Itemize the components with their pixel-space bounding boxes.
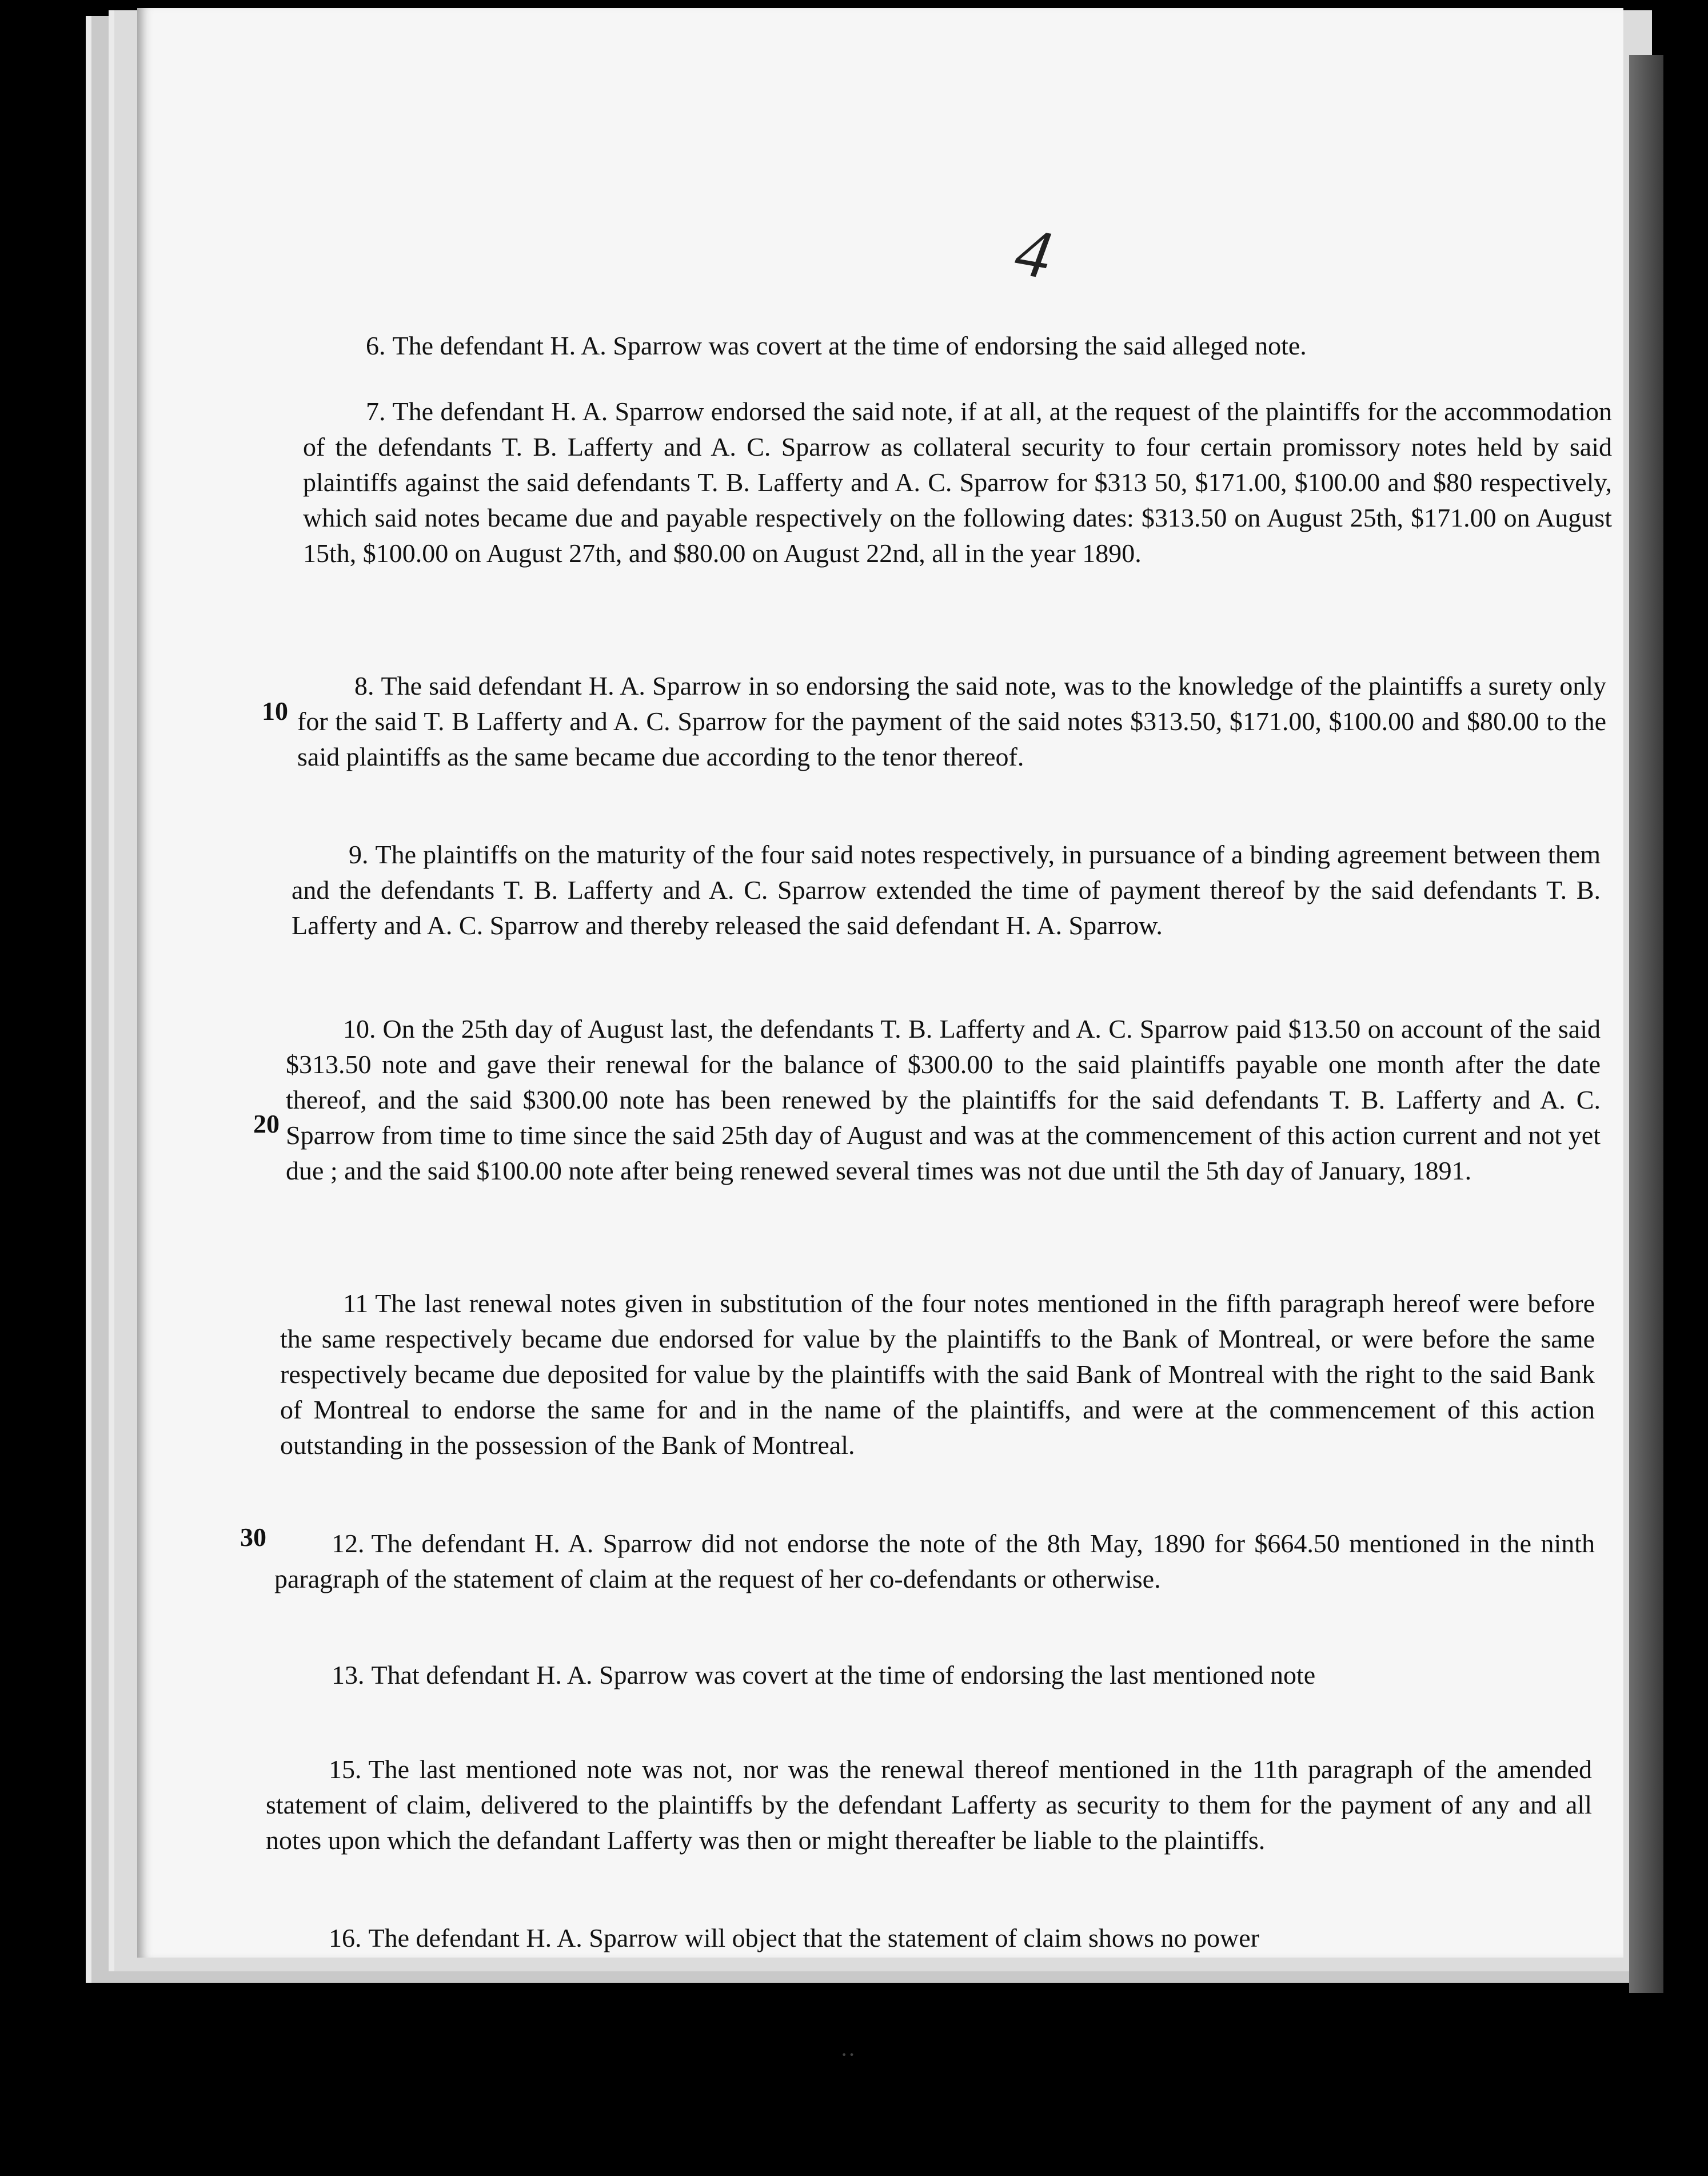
paragraph-number: 6. [366,331,386,360]
paragraph-text: On the 25th day of August last, the defendants T. B. Lafferty and A. C. Sparrow paid $13.50 on account of the said $313.50 note and gave their renewal for the balance of $300.00 to the said plaintiffs payable one month after the date thereof, and the said $300.00 note has been renewed by the plaintiffs for the said defendants T. B. Lafferty and A. C. Sparrow from time to time since the said 25th day of August and was at the commencement of this action current and not yet due ; and the said $100.00 note after being renewed several times was not due until the 5th day of January, 1891. [286,1014,1601,1185]
paragraph-text: The last mentioned note was not, nor was the renewal thereof mentioned in the 11th paragraph of the amended statement of claim, delivered to the plaintiffs by the defendant Lafferty as security to them for the payment of any and all notes upon which the defandant Lafferty was then or might thereafter be liable to the plaintiffs. [266,1755,1592,1855]
paragraph-text: The defendant H. A. Sparrow was covert at the time of endorsing the said alleged note. [392,331,1307,360]
paragraph-text: The said defendant H. A. Sparrow in so endorsing the said note, was to the knowledge of the plaintiffs a surety only for the said T. B Lafferty and A. C. Sparrow for the payment of the said notes $313.50, $171.00, $100.00 and $80.00 to the said plaintiffs as the same became due according to the tenor thereof. [297,671,1606,771]
paragraph-7 [303,394,1612,571]
paragraph-text: That defendant H. A. Sparrow was covert at the time of endorsing the last mentioned note [371,1660,1316,1689]
paragraph-13 [274,1657,1595,1693]
paragraph-10 [286,1011,1601,1189]
page-speck: ·· [840,2042,856,2067]
book-spine-edge [1629,55,1663,1993]
paragraph-number: 11 [343,1289,369,1318]
document-page [137,8,1623,1958]
paragraph-8 [297,668,1606,775]
paragraph-number: 12. [332,1529,365,1558]
margin-line-number-10: 10 [262,696,288,726]
margin-line-number-20: 20 [253,1109,280,1138]
paragraph-16 [266,1920,1592,1956]
paragraph-text: The defendant H. A. Sparrow endorsed the said note, if at all, at the request of the plaintiffs for the accommodation of the defendants T. B. Lafferty and A. C. Sparrow as collateral security to four certain promissory notes held by said plaintiffs against the said defendants T. B. Lafferty and A. C. Sparrow for $313 50, $171.00, $100.00 and $80 respectively, which said notes became due and payable respectively on the following dates: $313.50 on August 25th, $171.00 on August 15th, $100.00 on August 27th, and $80.00 on August 22nd, all in the year 1890. [303,397,1612,568]
margin-line-number-30: 30 [240,1523,266,1552]
paragraph-text: The defendant H. A. Sparrow will object that the statement of claim shows no power [368,1923,1259,1952]
paragraph-text: The last renewal notes given in substitution of the four notes mentioned in the fifth paragraph hereof were before the same respectively became due endorsed for value by the plaintiffs to the Bank of Montreal, or were before the same respectively became due deposited for value by the plaintiffs with the said Bank of Montreal with the right to the said Bank of Montreal to endorse the same for and in the name of the plaintiffs, and were at the commencement of this action outstanding in the possession of the Bank of Montreal. [280,1289,1595,1460]
paragraph-number: 10. [343,1014,376,1043]
folio-mark: 4 [1009,212,1057,294]
paragraph-11 [280,1286,1595,1463]
paragraph-text: The plaintiffs on the maturity of the four said notes respectively, in pursuance of a binding agreement between them and the defendants T. B. Lafferty and A. C. Sparrow extended the time of payment thereof by the said defendants T. B. Lafferty and A. C. Sparrow and thereby released the said defendant H. A. Sparrow. [292,840,1601,940]
paragraph-number: 15. [329,1755,362,1784]
paragraph-number: 16. [329,1923,362,1952]
paragraph-12 [274,1526,1595,1597]
paragraph-number: 13. [332,1660,365,1689]
paragraph-6 [366,328,1612,364]
paragraph-15 [266,1752,1592,1858]
paragraph-9 [292,837,1601,943]
paragraph-text: The defendant H. A. Sparrow did not endorse the note of the 8th May, 1890 for $664.50 mentioned in the ninth paragraph of the statement of claim at the request of her co-defendants or otherwise. [274,1529,1595,1593]
paragraph-number: 9. [349,840,369,869]
paragraph-number: 7. [366,397,386,426]
paragraph-number: 8. [354,671,374,700]
